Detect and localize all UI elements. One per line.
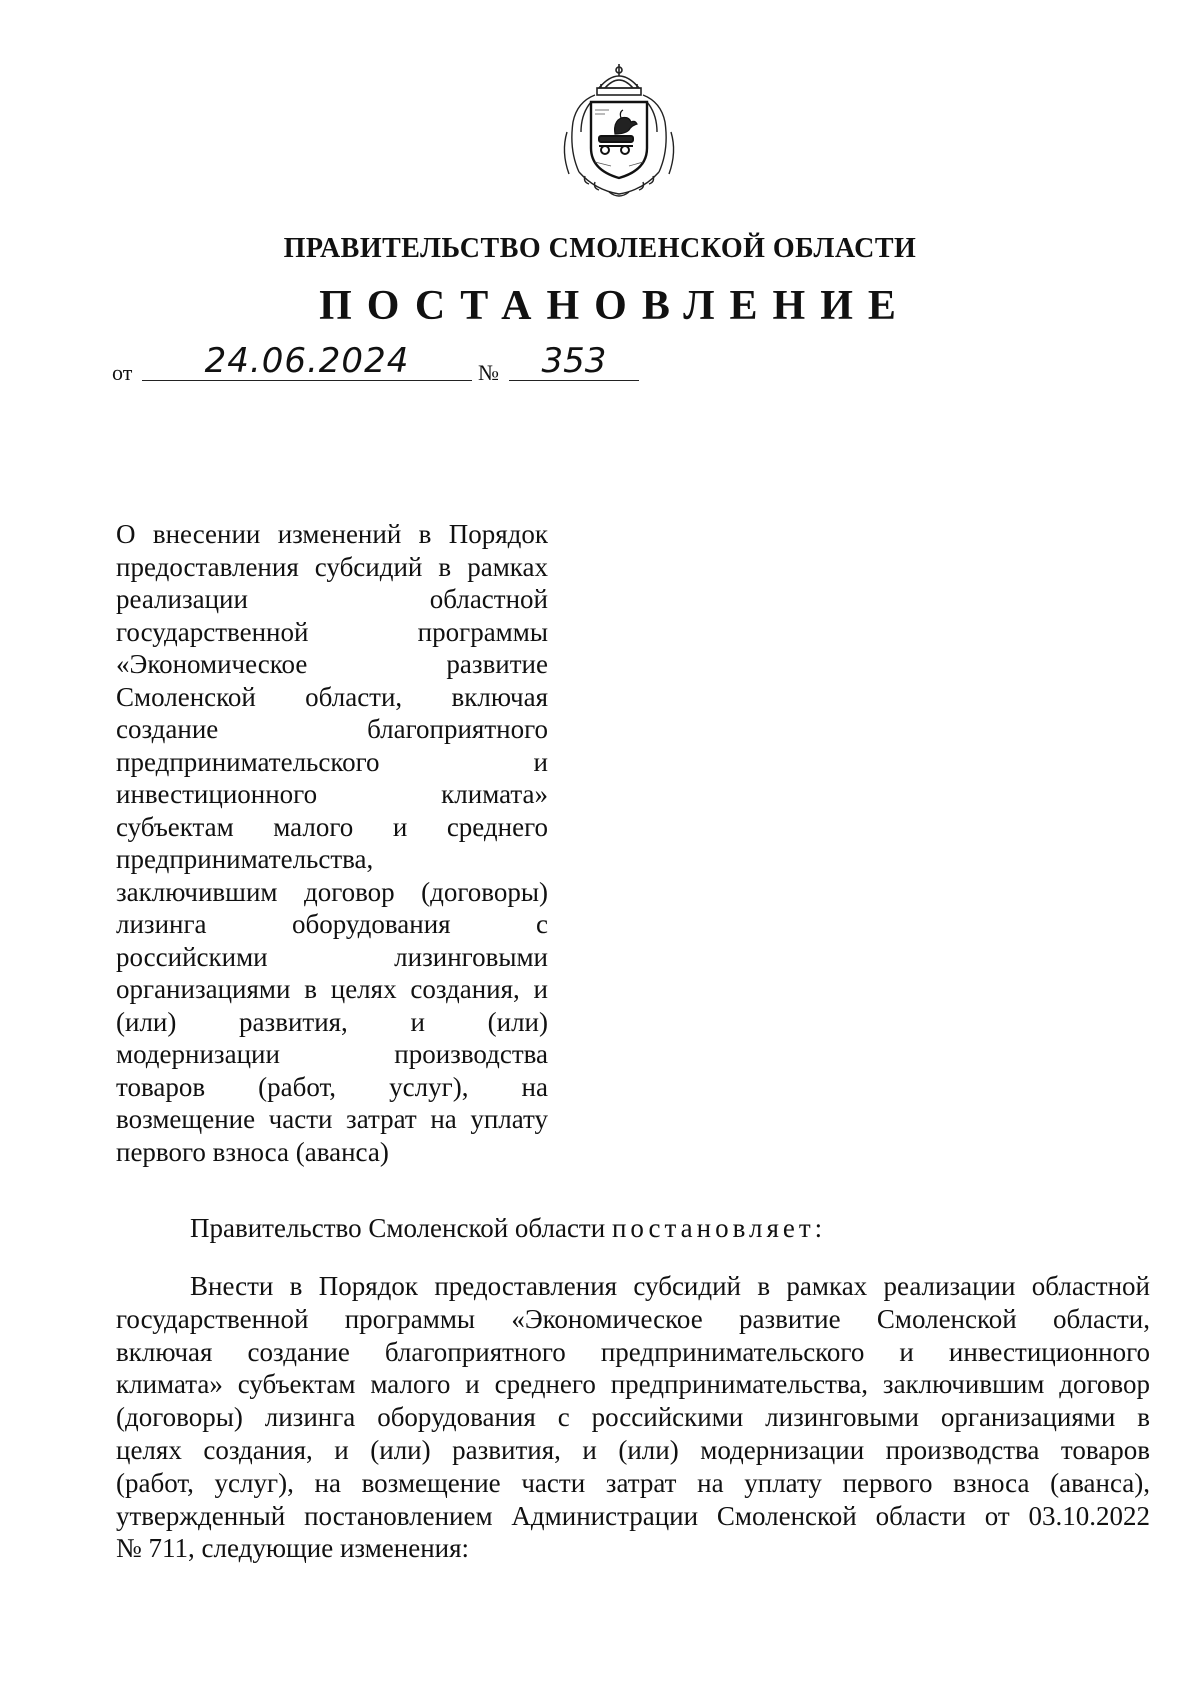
subject-line: реализации областной bbox=[116, 584, 548, 614]
subject-line: организациями в целях создания, и bbox=[116, 974, 548, 1004]
subject-line: «Экономическое развитие bbox=[116, 649, 548, 679]
decree-body bbox=[116, 1270, 1150, 1565]
body-line: Внести в Порядок предоставления субсидий в рамках реализации областной bbox=[190, 1271, 1150, 1301]
subject-line: российскими лизинговыми bbox=[116, 941, 548, 972]
body-line: № 711, следующие изменения: bbox=[116, 1533, 470, 1564]
subject-line: создание благоприятного bbox=[116, 714, 548, 744]
body-line: целях создания, и (или) развития, и (или) модернизации производства товаров bbox=[116, 1434, 1150, 1465]
body-line: климата» субъектам малого и среднего предпринимательства, заключившим договор bbox=[116, 1369, 1150, 1400]
decree-title: ПОСТАНОВЛЕНИЕ bbox=[319, 283, 911, 329]
number-label: № bbox=[478, 360, 499, 385]
body-line: (договоры) лизинга оборудования с российскими лизинговыми организациями в bbox=[116, 1402, 1150, 1433]
subject-line: заключившим договор (договоры) bbox=[116, 876, 548, 907]
preamble bbox=[190, 1213, 826, 1244]
subject-line: предоставления субсидий в рамках bbox=[116, 551, 548, 582]
subject-line: государственной программы bbox=[116, 616, 548, 647]
subject-line: субъектам малого и среднего bbox=[116, 811, 548, 842]
subject-line: инвестиционного климата» bbox=[116, 779, 548, 809]
subject-line: О внесении изменений в Порядок bbox=[116, 519, 548, 549]
smolensk-coat-of-arms-icon bbox=[555, 62, 683, 202]
preamble-verb: постановляет: bbox=[611, 1213, 827, 1243]
subject-line: предпринимательства, bbox=[116, 844, 374, 874]
body-line: утвержденный постановлением Администрации Смоленской области от 03.10.2022 bbox=[116, 1500, 1150, 1531]
body-line: государственной программы «Экономическое развитие Смоленской области, bbox=[116, 1303, 1150, 1334]
subject-line: Смоленской области, включая bbox=[116, 681, 548, 712]
subject-line: товаров (работ, услуг), на bbox=[116, 1071, 548, 1102]
subject-line: лизинга оборудования с bbox=[116, 909, 548, 939]
subject-line: первого взноса (аванса) bbox=[116, 1136, 389, 1167]
subject-line: предпринимательского и bbox=[116, 746, 548, 777]
subject-line: модернизации производства bbox=[116, 1039, 548, 1069]
date-prefix: от bbox=[112, 360, 133, 385]
decree-date: 24.06.2024 bbox=[142, 342, 472, 381]
government-title: ПРАВИТЕЛЬСТВО СМОЛЕНСКОЙ ОБЛАСТИ bbox=[283, 233, 917, 264]
preamble-text: Правительство Смоленской области bbox=[190, 1213, 606, 1243]
decree-subject bbox=[116, 518, 548, 1168]
body-line: (работ, услуг), на возмещение части затрат на уплату первого взноса (аванса), bbox=[116, 1467, 1150, 1498]
body-line: включая создание благоприятного предпринимательского и инвестиционного bbox=[116, 1336, 1150, 1367]
decree-number: 353 bbox=[509, 342, 639, 381]
subject-line: возмещение части затрат на уплату bbox=[116, 1104, 548, 1134]
subject-line: (или) развития, и (или) bbox=[116, 1006, 548, 1037]
